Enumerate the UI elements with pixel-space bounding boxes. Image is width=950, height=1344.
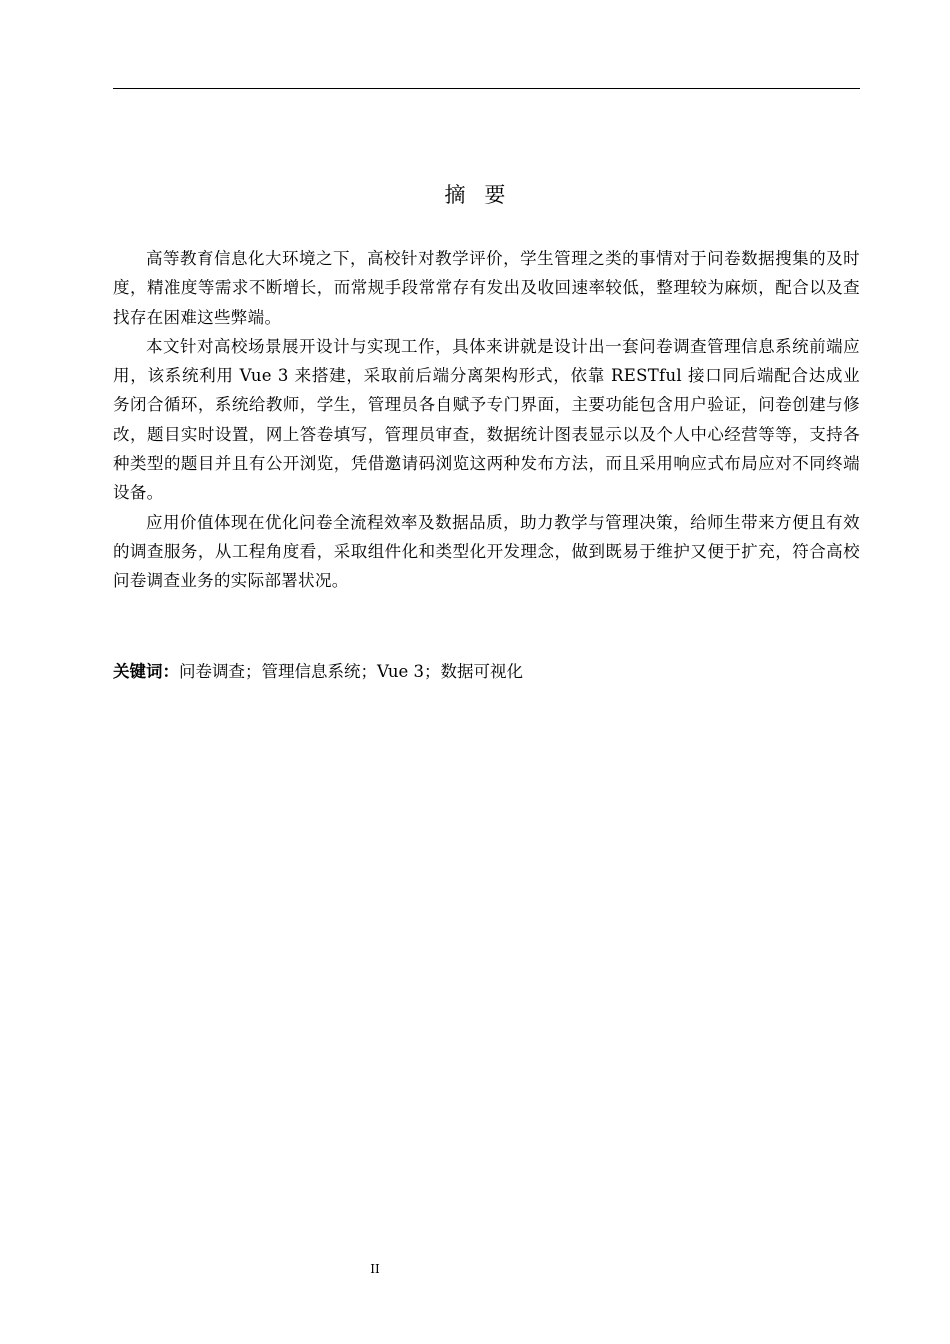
keywords-line (113, 657, 860, 686)
abstract-paragraph-3: 应用价值体现在优化问卷全流程效率及数据品质，助力教学与管理决策，给师生带来方便且有效的调查服务，从工程角度看，采取组件化和类型化开发理念，做到既易于维护又便于扩充，符合高校问卷调查业务的实际部署状况。 (113, 512, 860, 591)
abstract-body (113, 244, 860, 596)
abstract-paragraph-2: 本文针对高校场景展开设计与实现工作，具体来讲就是设计出一套问卷调查管理信息系统前端应用，该系统利用 Vue 3 来搭建，采取前后端分离架构形式，依靠 RESTful 接口同后端配合达成业务闭合循环，系统给教师，学生，管理员各自赋予专门界面，主要功能包含用户验证，问卷创建与修改，题目实时设置，网上答卷填写，管理员审查，数据统计图表显示以及个人中心经营等等，支持各种类型的题目并且有公开浏览，凭借邀请码浏览这两种发布方法，而且采用响应式布局应对不同终端设备。 (113, 336, 860, 503)
abstract-title: 摘要 (444, 183, 525, 207)
page-number: II (370, 1262, 380, 1276)
keywords-label: 关键词： (113, 662, 179, 681)
keywords-text: 问卷调查；管理信息系统；Vue 3；数据可视化 (179, 662, 523, 681)
abstract-paragraph-1: 高等教育信息化大环境之下，高校针对教学评价，学生管理之类的事情对于问卷数据搜集的及时度，精准度等需求不断增长，而常规手段常常存有发出及收回速率较低，整理较为麻烦，配合以及查找存在困难这些弊端。 (113, 249, 860, 327)
header-rule (113, 88, 860, 89)
